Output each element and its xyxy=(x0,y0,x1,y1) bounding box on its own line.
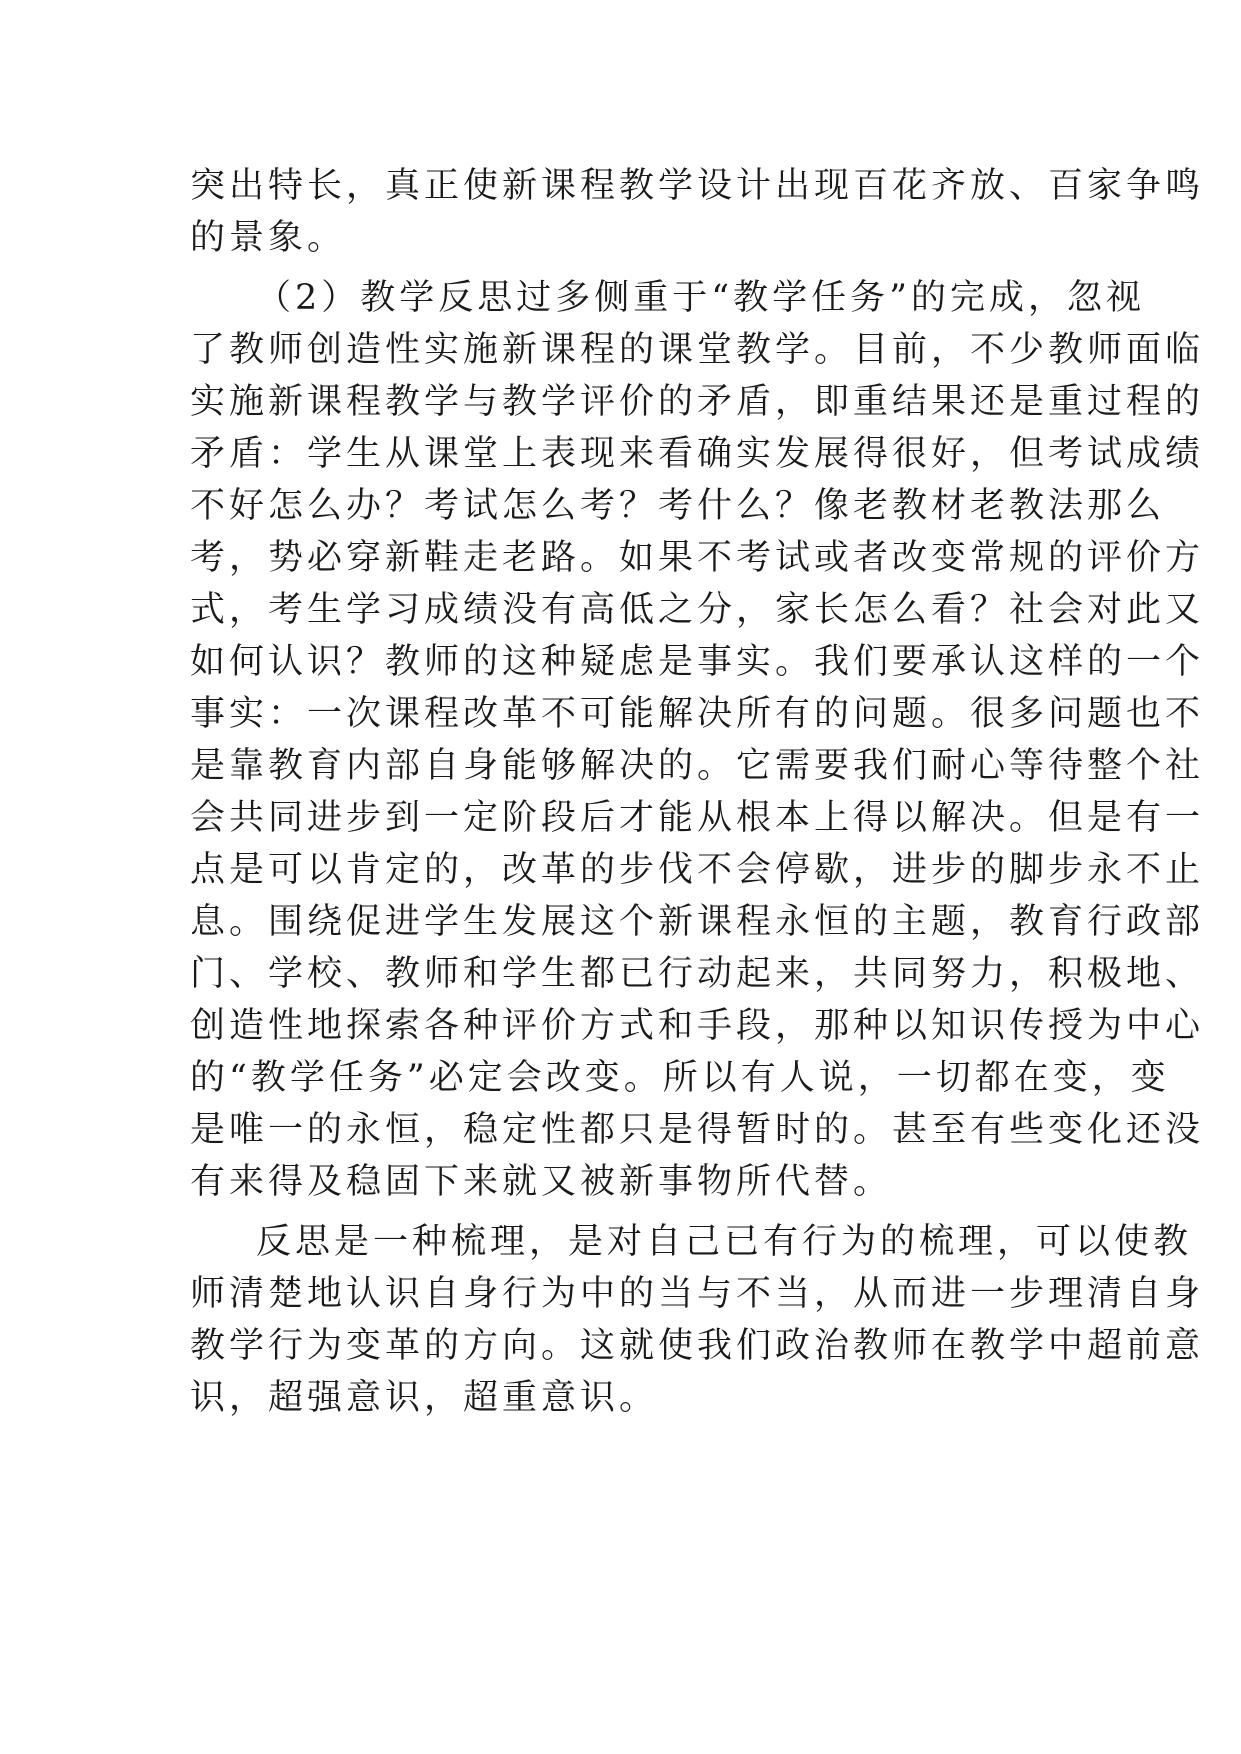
text-line: 实施新课程教学与教学评价的矛盾，即重结果还是重过程的 xyxy=(190,382,1205,422)
text-line: 如何认识？教师的这种疑虑是事实。我们要承认这样的一个 xyxy=(190,642,1205,682)
text-line: 是唯一的永恒，稳定性都只是得暂时的。甚至有些变化还没 xyxy=(190,1110,1205,1150)
text-line: 识，超强意识，超重意识。 xyxy=(190,1378,659,1418)
text-line: 事实：一次课程改革不可能解决所有的问题。很多问题也不 xyxy=(190,694,1205,734)
text-line: 不好怎么办？考试怎么考？考什么？像老教材老教法那么 xyxy=(190,486,1166,526)
paragraph-start-line: （2）教学反思过多侧重于“教学任务”的完成，忽视 xyxy=(256,278,1146,318)
text-line: 息。围绕促进学生发展这个新课程永恒的主题，教育行政部 xyxy=(190,902,1205,942)
paragraph-start-line: 反思是一种梳理，是对自己已有行为的梳理，可以使教 xyxy=(256,1222,1193,1262)
text-line: 的“教学任务”必定会改变。所以有人说，一切都在变，变 xyxy=(190,1058,1170,1098)
text-line: 会共同进步到一定阶段后才能从根本上得以解决。但是有一 xyxy=(190,798,1205,838)
text-line: 式，考生学习成绩没有高低之分，家长怎么看？社会对此又 xyxy=(190,590,1205,630)
text-line: 点是可以肯定的，改革的步伐不会停歇，进步的脚步永不止 xyxy=(190,850,1205,890)
text-line: 教学行为变革的方向。这就使我们政治教师在教学中超前意 xyxy=(190,1326,1205,1366)
text-line: 门、学校、教师和学生都已行动起来，共同努力，积极地、 xyxy=(190,954,1205,994)
text-line: 矛盾：学生从课堂上表现来看确实发展得很好，但考试成绩 xyxy=(190,434,1205,474)
text-line: 了教师创造性实施新课程的课堂教学。目前，不少教师面临 xyxy=(190,330,1205,370)
text-line: 创造性地探索各种评价方式和手段，那种以知识传授为中心 xyxy=(190,1006,1205,1046)
text-line: 考，势必穿新鞋走老路。如果不考试或者改变常规的评价方 xyxy=(190,538,1205,578)
text-line: 是靠教育内部自身能够解决的。它需要我们耐心等待整个社 xyxy=(190,746,1205,786)
text-line: 有来得及稳固下来就又被新事物所代替。 xyxy=(190,1162,893,1202)
text-line: 的景象。 xyxy=(190,218,347,258)
text-line: 师清楚地认识自身行为中的当与不当，从而进一步理清自身 xyxy=(190,1274,1205,1314)
text-line: 突出特长，真正使新课程教学设计出现百花齐放、百家争鸣 xyxy=(190,166,1205,206)
